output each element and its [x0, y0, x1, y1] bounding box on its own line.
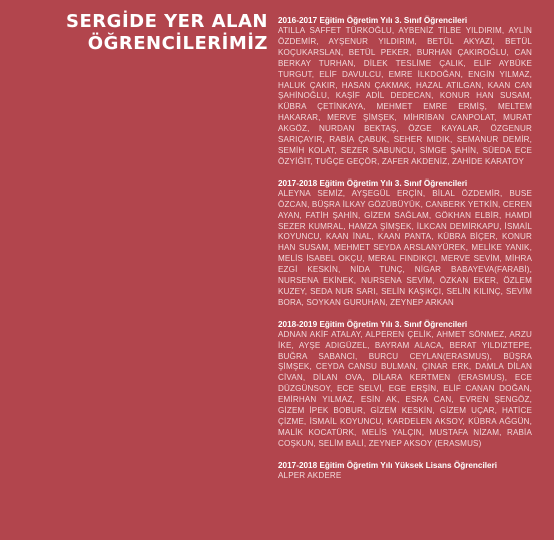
page-title [10, 11, 268, 55]
section-heading [278, 319, 532, 330]
student-list [278, 15, 532, 492]
section-heading [278, 15, 532, 26]
section-2017-2018-undergrad [278, 178, 532, 309]
section-heading [278, 460, 532, 471]
section-2017-2018-masters [278, 460, 532, 482]
student-names: ALPER AKDERE [278, 470, 342, 480]
section-label: Eğitim Öğretim Yılı 3. Sınıf Öğrencileri [319, 16, 468, 25]
section-label: Eğitim Öğretim Yılı 3. Sınıf Öğrencileri [319, 319, 468, 329]
section-2018-2019-undergrad [278, 319, 532, 450]
page-title-line-2: ÖĞRENCİLERİMİZ [87, 33, 268, 54]
page-title-line-1: SERGİDE YER ALAN [66, 11, 268, 32]
section-year: 2016-2017 [278, 16, 318, 25]
student-names: ADNAN AKİF ATALAY, ALPEREN ÇELİK, AHMET SÖNMEZ, ARZU İKE, AYŞE ADIGÜZEL, BAYRAM ALACA, BERAT YILDIZTEPE, BUĞRA SABANCI, BURCU CEYLAN(ERASMUS), BÜŞRA ŞİMŞEK, CEYDA CANSU BULMAN, ÇINAR ERK, DAMLA DİLAN CİVAN, DİLAN OVA, DİLARA KERTMEN (ERASMUS), ECE DÜZGÜNSOY, ECE SELVİ, EGE ERŞİN, ELİF CANAN DOĞAN, EMİRHAN YILMAZ, ESİN AK, ESRA CAN, EVREN ŞENGÖZ, GİZEM İPEK BOBUR, GİZEM KESKİN, GİZEM UÇAR, HATİCE ÇİZME, İSMAİL KOYUNCU, KARDELEN AKSOY, KÜBRA AĞGÜN, MALİK KOCATÜRK, MELİS YALÇIN, MUSTAFA NİZAM, RABİA COŞKUN, SELİM BALİ, ZEYNEP AKSOY (ERASMUS) [278, 329, 532, 448]
section-label: Eğitim Öğretim Yılı 3. Sınıf Öğrencileri [319, 178, 468, 188]
section-2016-2017-undergrad [278, 15, 532, 168]
section-year: 2017-2018 [278, 460, 318, 470]
section-year: 2017-2018 [278, 178, 318, 188]
section-year: 2018-2019 [278, 319, 318, 329]
section-label: Eğitim Öğretim Yılı Yüksek Lisans Öğrencileri [319, 460, 498, 470]
student-names: ATILLA SAFFET TÜRKOĞLU, AYBENİZ TİLBE YILDIRIM, AYLİN ÖZDEMİR, AYŞENUR YILDIRIM, BETÜL AKYAZI, BETÜL KOÇUKARSLAN, BETÜL PEKER, BURHAN ÇAKIROĞLU, CAN BERKAY TURHAN, DİLEK TESLİME ÇALIK, ELİF AYBÜKE TURGUT, ELİF DAVULCU, EMRE İLKDOĞAN, ENGİN YILMAZ, HALUK ÇAKIR, HASAN ÇAKMAK, HAZAL ATILGAN, KAAN CAN ŞAHİNOĞLU, KAŞİF ADİL DEDECAN, KONUR HAN SUSAM, KÜBRA ÇETİNKAYA, MEHMET EMRE ERMİŞ, MELTEM HAKARAR, MERVE ŞİMŞEK, MİHRİBAN CANPOLAT, MURAT AKGÖZ, NURDAN BEKTAŞ, ÖZGE KAYALAR, ÖZGENUR SARIÇAYIR, RABİA ÇABUK, SEHER MIDIK, SEMANUR DEMİR, SEMİH KOLAT, SEZER SABUNCU, SİMGE ŞAHİN, SÜEDA ECE ÖZYİĞİT, TUĞÇE GEÇÖR, ZAFER AKDENİZ, ZAHİDE KARATOY [278, 26, 532, 166]
student-names: ALEYNA SEMİZ, AYŞEGÜL ERÇİN, BİLAL ÖZDEMİR, BUSE ÖZCAN, BÜŞRA İLKAY GÖZÜBÜYÜK, CANBERK YETKİN, CEREN AYAN, FATİH ŞAHİN, GİZEM SAĞLAM, GÖKHAN ELBİR, HAMDİ SEZER KUMRAL, HAMZA ŞİMŞEK, İLKCAN DEMİRKAPU, İSMAİL KOYUNCU, KAAN İNAL, KAAN PANTA, KÜBRA BİÇER, KONUR HAN SUSAM, MEHMET SEYDA ARSLANYÜREK, MELİKE YANIK, MELİS İSABEL OKÇU, MERAL FINDIKÇI, MERVE SEVİM, MİHRA EZGİ KESKİN, NİDA TUNÇ, NİGAR BABAYEVA(FARABİ), NURSENA EKİNEK, NURSENA SEVİM, ÖZKAN EKER, ÖZLEM KUZEY, SEDA NUR SARI, SELİN KAŞIKÇI, SELİN KILINÇ, SEVİM BORA, SOYKAN GURUHAN, ZEYNEP ARKAN [278, 188, 532, 307]
section-heading [278, 178, 532, 189]
